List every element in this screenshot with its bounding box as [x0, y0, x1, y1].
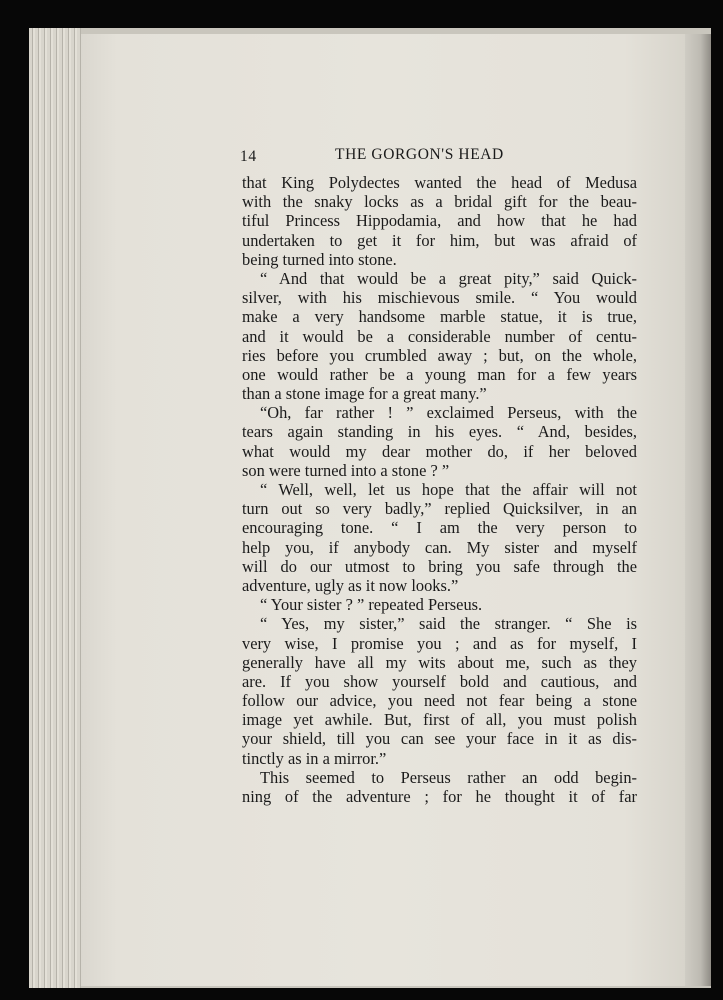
text-line: make a very handsome marble statue, it is true,: [242, 307, 637, 327]
text-line: what would my dear mother do, if her beloved: [242, 441, 637, 461]
text-line: turn out so very badly,” replied Quicksilver, in an: [242, 499, 637, 519]
text-line: your shield, till you can see your face in it as dis-: [242, 729, 637, 749]
page-edges-left: [29, 28, 81, 988]
text-line: tiful Princess Hippodamia, and how that he had: [242, 211, 637, 231]
text-line: “ Yes, my sister,” said the stranger. “ She is: [260, 614, 637, 634]
text-line: adventure, ugly as it now looks.”: [242, 575, 459, 595]
text-line: “ Your sister ? ” repeated Perseus.: [260, 595, 483, 615]
text-line: This seemed to Perseus rather an odd begin-: [260, 767, 637, 787]
text-line: that King Polydectes wanted the head of Medusa: [242, 173, 637, 192]
running-head: [240, 146, 635, 166]
text-line: tinctly as in a mirror.”: [242, 748, 387, 768]
text-line: with the snaky locks as a bridal gift for the beau-: [242, 192, 637, 212]
text-line: ries before you crumbled away ; but, on the whole,: [242, 345, 637, 365]
text-line: being turned into stone.: [242, 249, 397, 269]
text-line: silver, with his mischievous smile. “ You would: [242, 288, 637, 308]
text-line: tears again standing in his eyes. “ And, besides,: [242, 422, 637, 442]
text-line: son were turned into a stone ? ”: [242, 460, 450, 480]
text-line: “Oh, far rather ! ” exclaimed Perseus, with the: [260, 403, 637, 423]
text-line: image yet awhile. But, first of all, you must polish: [242, 710, 637, 730]
text-line: ning of the adventure ; for he thought it of far: [242, 787, 637, 806]
text-line: undertaken to get it for him, but was afraid of: [242, 230, 637, 250]
text-line: follow our advice, you need not fear being a stone: [242, 691, 637, 711]
text-line: are. If you show yourself bold and cautious, and: [242, 671, 637, 691]
text-line: generally have all my wits about me, such as they: [242, 652, 637, 672]
page-number: 14: [240, 148, 257, 165]
text-line: one would rather be a young man for a few years: [242, 364, 637, 384]
text-line: encouraging tone. “ I am the very person to: [242, 518, 637, 538]
chapter-title: THE GORGON'S HEAD: [335, 146, 504, 163]
text-line: than a stone image for a great many.”: [242, 384, 487, 404]
text-line: very wise, I promise you ; and as for myself, I: [242, 633, 637, 653]
text-line: “ And that would be a great pity,” said Quick-: [260, 268, 637, 288]
text-line: and it would be a considerable number of centu-: [242, 326, 637, 346]
page-edge-right: [685, 34, 711, 986]
text-line: “ Well, well, let us hope that the affair will not: [260, 480, 637, 499]
text-line: help you, if anybody can. My sister and myself: [242, 537, 637, 557]
text-line: will do our utmost to bring you safe through the: [242, 556, 637, 576]
body-text: [242, 173, 637, 806]
